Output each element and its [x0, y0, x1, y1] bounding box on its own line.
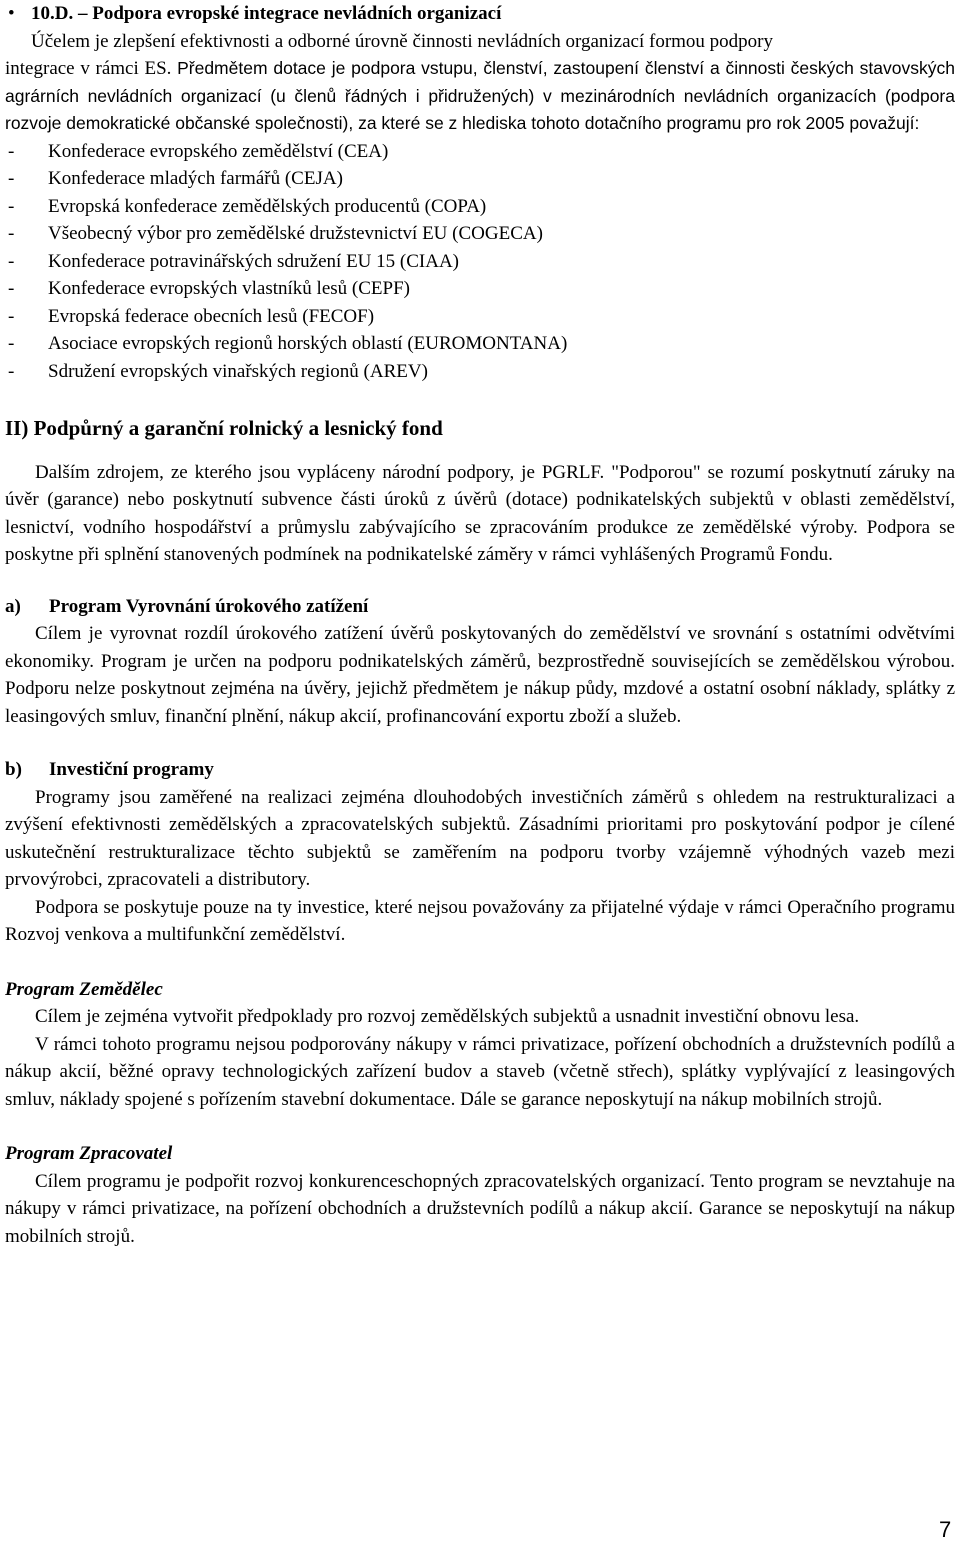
section-10d-line1: Účelem je zlepšení efektivnosti a odborné úrovně činnosti nevládních organizací formou podpory: [31, 30, 774, 52]
program-zemedelec-title: Program Zemědělec: [5, 978, 163, 1000]
page-number: 7: [939, 1517, 952, 1542]
program-b-title: Investiční programy: [49, 759, 214, 780]
program-a-title: Program Vyrovnání úrokového zatížení: [49, 595, 369, 617]
list-item: - Konfederace evropského zemědělství (CEA): [8, 140, 389, 162]
program-zpracovatel-title: Program Zpracovatel: [5, 1143, 173, 1164]
program-b-heading: [5, 756, 955, 784]
section-10d-line2-pre: integrace v rámci ES.: [5, 58, 178, 79]
program-b-label: b): [5, 759, 22, 780]
list-item: - Všeobecný výbor pro zemědělské družstevnictví EU (COGECA): [8, 223, 543, 244]
program-a-label: a): [5, 595, 21, 617]
section-10d-title: 10.D. – Podpora evropské integrace nevládních organizací: [31, 3, 502, 24]
list-item: - Sdružení evropských vinařských regionů (AREV): [8, 360, 428, 382]
program-zemedelec-text2: V rámci tohoto programu nejsou podporovány nákupy v rámci privatizace, pořízení obchodních a družstevních podílů a nákup akcií, běžné opravy technologických zařízení budov a staveb (včetně střech), splátky vyplývající z leasingových smluv, náklady spojené s pořízením stavební dokumentace. Dále se garance neposkytují na nákup mobilních strojů.: [5, 1033, 955, 1110]
list-item: - Evropská federace obecních lesů (FECOF): [8, 305, 375, 327]
list-item: - Konfederace mladých farmářů (CEJA): [8, 168, 343, 189]
section-ii-intro: Dalším zdrojem, ze kterého jsou vypláceny národní podpory, je PGRLF. "Podporou" se rozumí poskytnutí záruky na úvěr (garance) nebo poskytnutí subvence části úroků z úvěrů (dotace) podnikatelských subjektů v oblasti zemědělství, lesnictví, vodního hospodářství a průmyslu zabývajícího se zpracováním produkce ze zemědělské výroby. Podpora se poskytne při splnění stanovených podmínek na podnikatelské záměry v rámci vyhlášených Programů Fondu.: [5, 461, 955, 565]
list-item: - Asociace evropských regionů horských oblastí (EUROMONTANA): [8, 333, 568, 354]
program-a-text: Cílem je vyrovnat rozdíl úrokového zatížení úvěrů poskytovaných do zemědělství ve srovnání s ostatními odvětvími ekonomiky. Program je určen na podporu podnikatelských záměrů, bezprostředně souvisejících se zemědělskou výrobou. Podporu nelze poskytnout zejména na úvěry, jejichž předmětem je nákup půdy, mzdové a ostatní osobní náklady, splátky z leasingových smluv, finanční plnění, nákup akcií, profinancování exportu zboží a služeb.: [5, 623, 955, 727]
section-ii-title: II) Podpůrný a garanční rolnický a lesnický fond: [5, 416, 443, 440]
section-10d-body: [5, 55, 955, 138]
section-10d-line2-post: Předmětem dotace je podpora vstupu, členství, zastoupení členství a činnosti českých stavovských agrárních nevládních organizací (u členů řádných i přidružených) v mezinárodních nevládních organizacích (podpora rozvoje demokratické občanské společnosti), za které se z hlediska tohoto dotačního programu pro rok 2005 považují:: [5, 58, 955, 133]
document-page: [5, 0, 955, 1250]
program-a-heading: [5, 593, 955, 621]
program-b-text1: Programy jsou zaměřené na realizaci zejména dlouhodobých investičních záměrů s ohledem na restrukturalizaci a zvýšení efektivnosti zemědělských a zpracovatelských subjektů. Zásadními prioritami pro poskytování podpor je cílené uskutečnění restrukturalizace těchto subjektů se zaměřením na podporu tvorby vzájemně výhodných vazeb mezi prvovýrobci, zpracovateli a distributory.: [5, 786, 955, 890]
list-item: - Evropská konfederace zemědělských producentů (COPA): [8, 195, 487, 217]
bullet-icon: •: [8, 3, 15, 24]
list-item: - Konfederace potravinářských sdružení EU 15 (CIAA): [8, 250, 459, 272]
section-10d-heading: [5, 0, 955, 28]
program-zpracovatel-text: Cílem programu je podpořit rozvoj konkurenceschopných zpracovatelských organizací. Tento program se nevztahuje na nákupy v rámci privatizace, na pořízení obchodních a družstevních podílů a nákup akcií. Garance se neposkytují na nákup mobilních strojů.: [5, 1170, 955, 1247]
organization-list: [5, 138, 955, 386]
list-item: - Konfederace evropských vlastníků lesů (CEPF): [8, 278, 410, 299]
program-b-text2: Podpora se poskytuje pouze na ty investice, které nejsou považovány za přijatelné výdaje v rámci Operačního programu Rozvoj venkova a multifunkční zemědělství.: [5, 896, 955, 945]
program-zemedelec-text1: Cílem je zejména vytvořit předpoklady pro rozvoj zemědělských subjektů a usnadnit investiční obnovu lesa.: [35, 1006, 860, 1027]
